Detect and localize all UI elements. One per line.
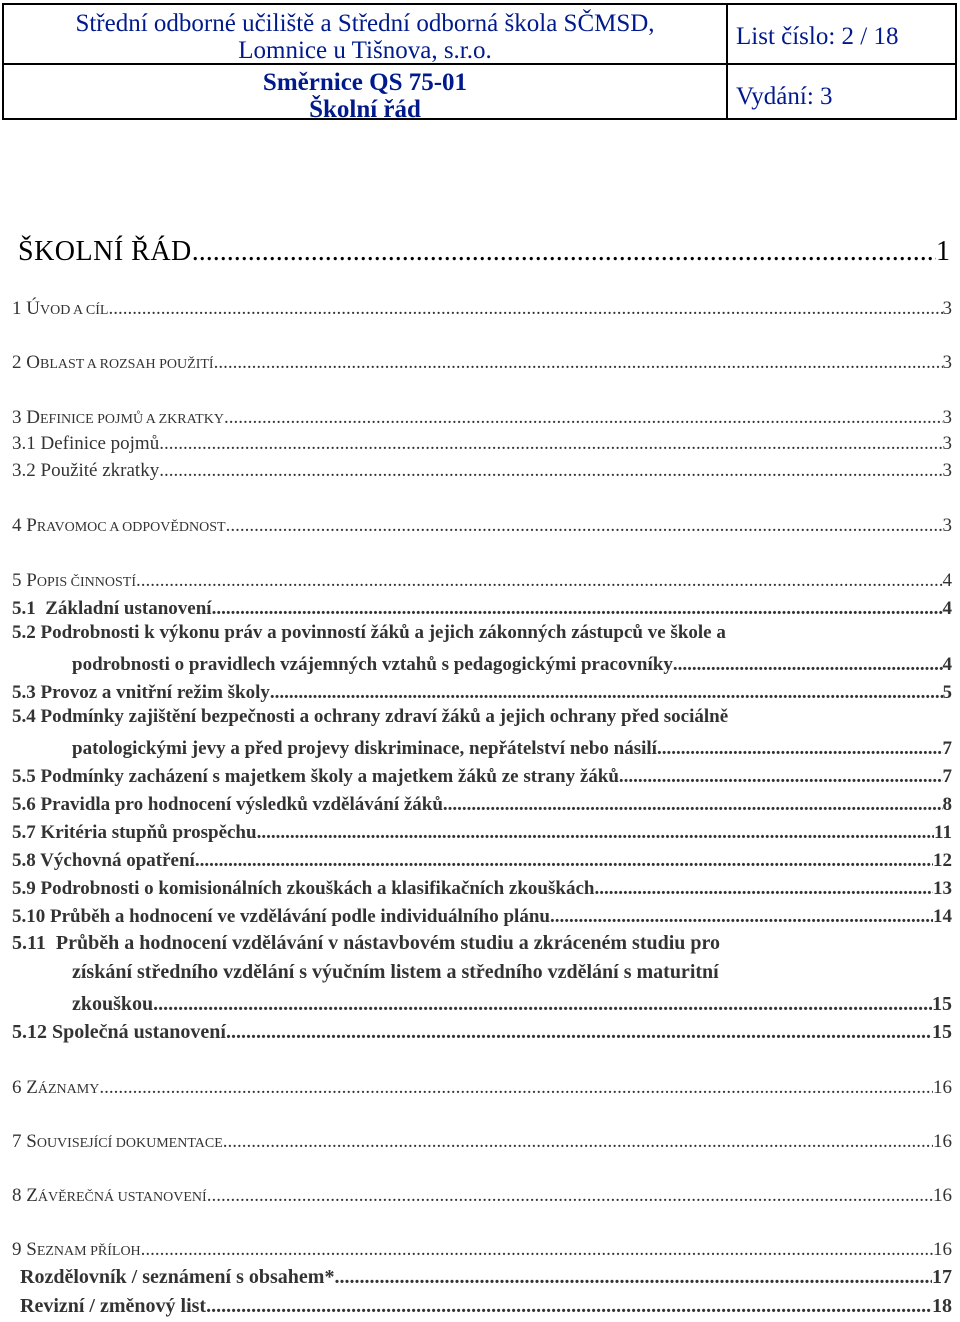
toc-entry-2[interactable]: 2 OBLAST A ROZSAH POUŽITÍ ..... 3 — [12, 348, 952, 374]
toc-entry-5-1[interactable]: 5.1 Základní ustanovení ..... 4 — [12, 594, 952, 620]
toc-main-title[interactable] — [18, 236, 950, 268]
organization-name — [4, 10, 726, 64]
toc-entry-5-10[interactable]: 5.10 Průběh a hodnocení ve vzdělávání podle individuálního plánu ..... 14 — [12, 902, 952, 928]
toc-entry-5-9[interactable]: 5.9 Podrobnosti o komisionálních zkouškách a klasifikačních zkouškách ..... 13 — [12, 874, 952, 900]
toc-entry-5-4-line1[interactable]: 5.4 Podmínky zajištění bezpečnosti a ochrany zdraví žáků a jejich ochrany před sociálně — [12, 706, 729, 727]
edition-number: Vydání: 3 — [736, 83, 833, 110]
toc-entry-5-11[interactable]: zkouškou ..... 15 — [72, 990, 952, 1016]
toc-entry-1[interactable]: 1 ÚVOD A CÍL ..... 3 — [12, 294, 952, 320]
toc-entry-3-1[interactable]: 3.1 Definice pojmů ..... 3 — [12, 429, 952, 455]
toc-entry-3[interactable]: 3 DEFINICE POJMŮ A ZKRATKY ..... 3 — [12, 403, 952, 429]
toc-entry-5-6[interactable]: 5.6 Pravidla pro hodnocení výsledků vzdělávání žáků ..... 8 — [12, 790, 952, 816]
organization-line-2: Lomnice u Tišnova, s.r.o. — [238, 37, 492, 64]
toc-entry-5-11-line2[interactable]: získání středního vzdělání s výučním listem a středního vzdělání s maturitní — [72, 961, 719, 983]
toc-entry-5-8[interactable]: 5.8 Výchovná opatření ..... 12 — [12, 846, 952, 872]
toc-entry-9[interactable]: 9 SEZNAM PŘÍLOH ..... 16 — [12, 1235, 952, 1261]
toc-entry-5-7[interactable]: 5.7 Kritéria stupňů prospěchu ..... 11 — [12, 818, 952, 844]
header-divider-vertical — [726, 5, 728, 118]
document-code: Směrnice QS 75-01 — [262, 69, 468, 96]
organization-line-1: Střední odborné učiliště a Střední odborná škola SČMSD, — [75, 10, 655, 37]
toc-entry-5[interactable]: 5 POPIS ČINNOSTÍ ..... 4 — [12, 566, 952, 592]
document-title — [4, 69, 726, 123]
toc-entry-distribution-list[interactable]: Rozdělovník / seznámení s obsahem* ..... 17 — [20, 1263, 952, 1289]
toc-entry-revision-list[interactable]: Revizní / změnový list ..... 18 — [20, 1292, 952, 1318]
toc-entry-5-11-line1[interactable]: 5.11 Průběh a hodnocení vzdělávání v nástavbovém studiu a zkráceném studiu pro — [12, 932, 721, 954]
toc-entry-4[interactable]: 4 PRAVOMOC A ODPOVĚDNOST ..... 3 — [12, 511, 952, 537]
toc-title-text: ŠKOLNÍ ŘÁD — [18, 236, 192, 267]
sheet-number: List číslo: 2 / 18 — [736, 23, 899, 50]
toc-entry-5-2-line1[interactable]: 5.2 Podrobnosti k výkonu práv a povinností žáků a jejich zákonných zástupců ve škole a — [12, 622, 726, 643]
toc-entry-3-2[interactable]: 3.2 Použité zkratky ..... 3 — [12, 456, 952, 482]
document-name: Školní řád — [309, 96, 421, 123]
toc-entry-5-5[interactable]: 5.5 Podmínky zacházení s majetkem školy a majetkem žáků ze strany žáků ..... 7 — [12, 762, 952, 788]
toc-entry-6[interactable]: 6 ZÁZNAMY ..... 16 — [12, 1073, 952, 1099]
toc-entry-5-3[interactable]: 5.3 Provoz a vnitřní režim školy ..... 5 — [12, 678, 952, 704]
toc-page-number: 1 — [936, 236, 950, 267]
document-header — [2, 3, 957, 123]
toc-entry-8[interactable]: 8 ZÁVĚREČNÁ USTANOVENÍ ..... 16 — [12, 1181, 952, 1207]
toc-entry-7[interactable]: 7 SOUVISEJÍCÍ DOKUMENTACE ..... 16 — [12, 1127, 952, 1153]
toc-entry-5-2[interactable]: podrobnosti o pravidlech vzájemných vztahů s pedagogickými pracovníky ..... 4 — [72, 650, 952, 676]
toc-entry-5-4[interactable]: patologickými jevy a před projevy diskriminace, nepřátelství nebo násilí ..... 7 — [72, 734, 952, 760]
toc-entry-5-12[interactable]: 5.12 Společná ustanovení ..... 15 — [12, 1018, 952, 1044]
